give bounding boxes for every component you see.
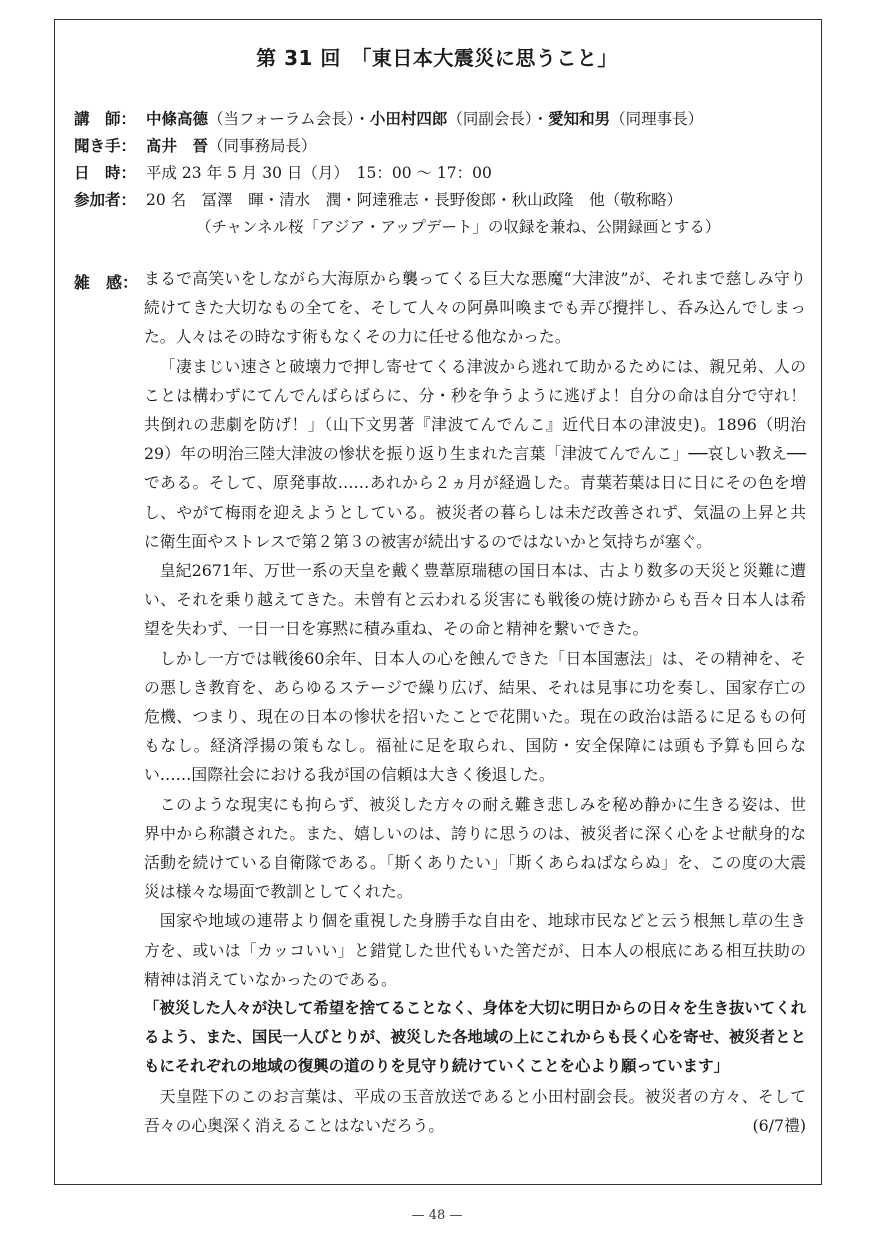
- page-title: 第 31 回 「東日本大震災に思うこと」: [256, 46, 618, 70]
- page-number: — 48 —: [411, 1208, 463, 1223]
- paragraph-closing: [144, 1082, 806, 1140]
- speaker-role-3: （同理事長）: [610, 110, 704, 128]
- impressions-label: 雑 感：: [74, 273, 139, 292]
- date-label: 日 時：: [74, 164, 137, 182]
- paragraph-5: このような現実にも拘らず、被災した方々の耐え難き悲しみを秘め静かに生きる姿は、世界中から称讃された。また、嬉しいのは、誇りに思うのは、被災者に深く心をよせ献身的な活動を続けている自衛隊である。「斯くありたい」「斯くあらねばならぬ」を、この度の大震災は様々な場面で教訓としてくれた。: [144, 794, 806, 902]
- speaker-name-2: 小田村四郎: [369, 110, 448, 128]
- speakers-line: [74, 104, 703, 134]
- paragraph-3: 皇紀2671年、万世一系の天皇を戴く豊葦原瑞穂の国日本は、古より数多の天災と災難に遭い、それを乗り越えてきた。未曾有と云われる災害にも戦後の焼け跡からも吾々日本人は希望を失わず、一日一日を寡黙に積み重ね、その命と精神を繋いできた。: [144, 561, 806, 639]
- date-value: 平成 23 年 5 月 30 日（月） 15：00 〜 17：00: [146, 164, 492, 182]
- paragraph-1: まるで高笑いをしながら大海原から襲ってくる巨大な悪魔“大津波”が、それまで慈しみ守り続けてきた大切なもの全てを、そして人々の阿鼻叫喚までも弄び攪拌し、呑み込んでしまった。人々はその時なす術もなくその力に任せる他なかった。: [144, 269, 806, 347]
- interviewer-role: （同事務局長）: [208, 137, 317, 155]
- closing-text: 天皇陛下のこのお言葉は、平成の玉音放送であると小田村副会長。被災者の方々、そして吾々の心奥深く消えることはないだろう。: [144, 1086, 806, 1135]
- participants-line: [74, 185, 682, 215]
- speakers-label: 講 師：: [74, 110, 137, 128]
- participants-value: 20 名 冨澤 暉・清水 潤・阿達雅志・長野俊郎・秋山政隆 他（敬称略）: [146, 191, 683, 209]
- interviewer-name: 髙井 晉: [146, 137, 209, 155]
- paragraph-6: 国家や地域の連帯より個を重視した身勝手な自由を、地球市民などと云う根無し草の生き方を、或いは「カッコいい」と錯覚した世代もいた筈だが、日本人の根底にある相互扶助の精神は消えていなかったのである。: [144, 911, 806, 989]
- signature: (6/7禮): [752, 1115, 806, 1135]
- speaker-role-2: （同副会長）・: [447, 110, 549, 128]
- speaker-name-3: 愛知和男: [548, 110, 611, 128]
- interviewer-line: [74, 131, 317, 161]
- interviewer-label: 聞き手：: [74, 137, 137, 155]
- date-line: [74, 158, 492, 188]
- paragraph-4: しかし一方では戦後60余年、日本人の心を蝕んできた「日本国憲法」は、その精神を、その悪しき教育を、あらゆるステージで繰り広げ、結果、それは見事に功を奏し、国家存亡の危機、つまり、現在の日本の惨状を招いたことで花開いた。現在の政治は語るに足るもの何もなし。経済浮揚の策もなし。福祉に足を取られ、国防・安全保障には頭も予算も回らない……国際社会における我が国の信頼は大きく後退した。: [144, 648, 806, 785]
- participants-note: （チャンネル桜「アジア・アップデート」の収録を兼ね、公開録画とする）: [196, 218, 721, 236]
- essay-body: [144, 264, 806, 1140]
- imperial-quote: 「被災した人々が決して希望を捨てることなく、身体を大切に明日からの日々を生き抜いてくれるよう、また、国民一人びとりが、被災した各地域の上にこれからも長く心を寄せ、被災者とともにそれぞれの地域の復興の道のりを見守り続けていくことを心より願っています」: [144, 999, 806, 1076]
- speaker-role-1: （当フォーラム会長）・: [208, 110, 370, 128]
- speaker-name-1: 中條高德: [146, 110, 209, 128]
- participants-label: 参加者：: [74, 191, 137, 209]
- paragraph-2: 「凄まじい速さと破壊力で押し寄せてくる津波から逃れて助かるためには、親兄弟、人のことは構わずにてんでんばらばらに、分・秒を争うように逃げよ！自分の命は自分で守れ！共倒れの悲劇を防げ！」（山下文男著『津波てんでんこ』近代日本の津波史)。1896（明治29）年の明治三陸大津波の惨状を振り返り生まれた言葉「津波てんでんこ」──哀しい教え──である。そして、原発事故……あれから２ヵ月が経過した。青葉若葉は日に日にその色を増し、やがて梅雨を迎えようとしている。被災者の暮らしは未だ改善されず、気温の上昇と共に衛生面やストレスで第２第３の被害が続出するのではないかと気持ちが塞ぐ。: [144, 356, 806, 551]
